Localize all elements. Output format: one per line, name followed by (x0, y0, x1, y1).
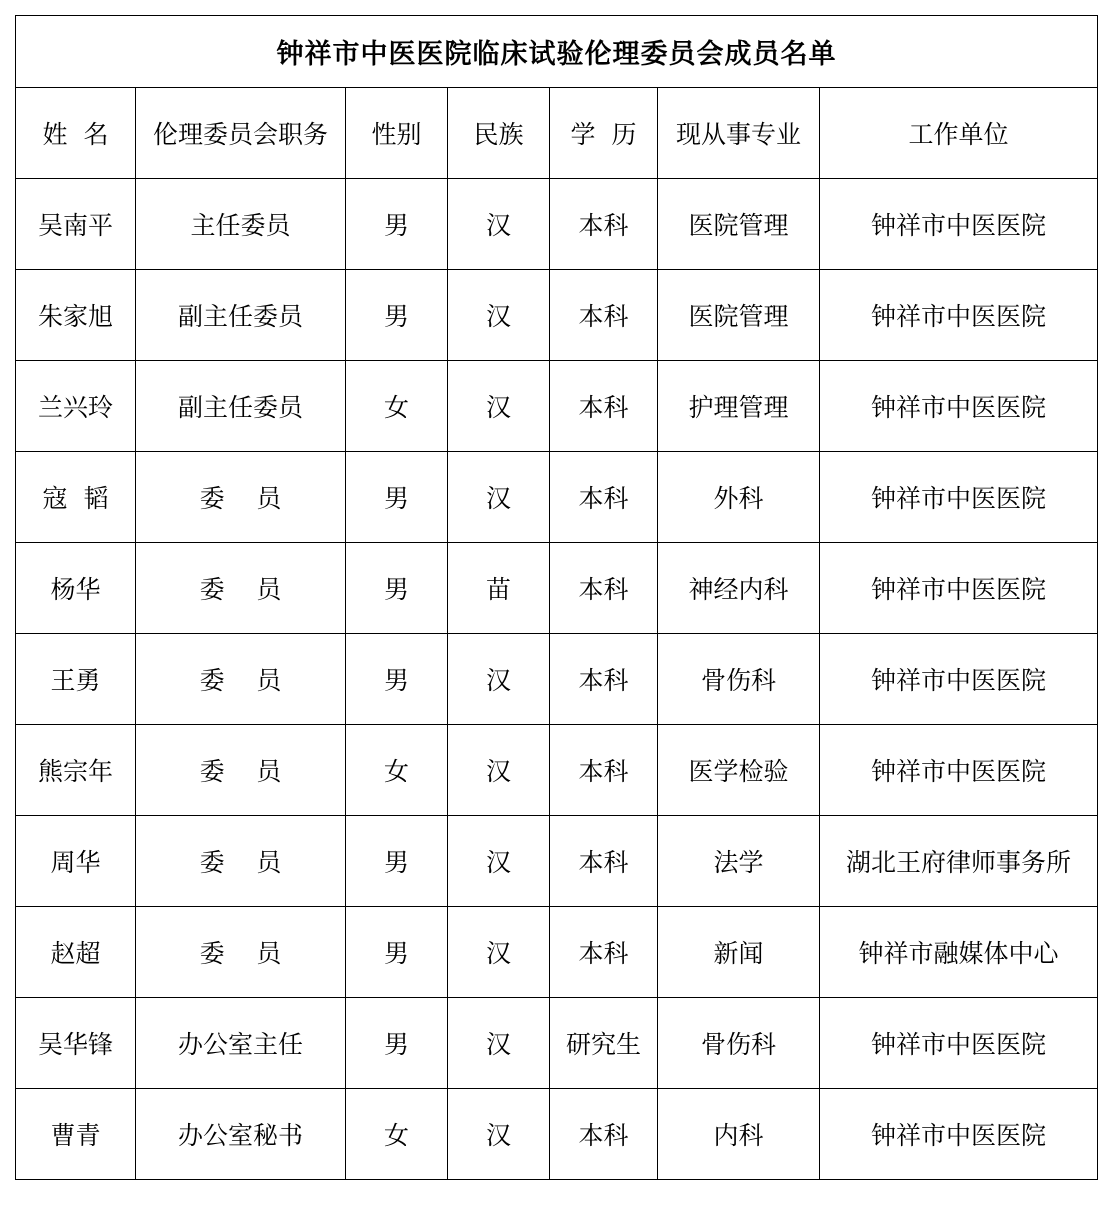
specialty-cell: 医院管理 (658, 179, 820, 270)
education-cell: 本科 (550, 543, 658, 634)
specialty-cell: 法学 (658, 816, 820, 907)
workplace-cell: 钟祥市中医医院 (820, 725, 1098, 816)
specialty-cell: 护理管理 (658, 361, 820, 452)
workplace-cell: 钟祥市中医医院 (820, 634, 1098, 725)
education-cell: 本科 (550, 816, 658, 907)
position-cell: 副主任委员 (136, 361, 346, 452)
position-cell: 委 员 (136, 816, 346, 907)
ethnicity-cell: 汉 (448, 998, 550, 1089)
ethnicity-cell: 汉 (448, 361, 550, 452)
education-cell: 本科 (550, 270, 658, 361)
column-header-name: 姓 名 (16, 88, 136, 179)
specialty-cell: 外科 (658, 452, 820, 543)
gender-cell: 男 (346, 452, 448, 543)
title-row (16, 16, 1098, 88)
ethnicity-cell: 汉 (448, 1089, 550, 1180)
table-row (16, 361, 1098, 452)
name-cell: 寇 韬 (16, 452, 136, 543)
name-cell: 吴南平 (16, 179, 136, 270)
ethnicity-cell: 汉 (448, 634, 550, 725)
ethnicity-cell: 汉 (448, 725, 550, 816)
gender-cell: 男 (346, 270, 448, 361)
education-cell: 本科 (550, 725, 658, 816)
name-cell: 曹青 (16, 1089, 136, 1180)
gender-cell: 男 (346, 816, 448, 907)
education-cell: 本科 (550, 361, 658, 452)
ethnicity-cell: 苗 (448, 543, 550, 634)
table-row (16, 1089, 1098, 1180)
specialty-cell: 医院管理 (658, 270, 820, 361)
gender-cell: 男 (346, 998, 448, 1089)
specialty-cell: 新闻 (658, 907, 820, 998)
workplace-cell: 钟祥市中医医院 (820, 452, 1098, 543)
table-row (16, 634, 1098, 725)
column-header-committee-position: 伦理委员会职务 (136, 88, 346, 179)
position-cell: 办公室秘书 (136, 1089, 346, 1180)
member-roster-table (15, 15, 1098, 1180)
specialty-cell: 神经内科 (658, 543, 820, 634)
header-row (16, 88, 1098, 179)
column-header-gender: 性别 (346, 88, 448, 179)
workplace-cell: 钟祥市中医医院 (820, 543, 1098, 634)
specialty-cell: 骨伤科 (658, 998, 820, 1089)
column-header-ethnicity: 民族 (448, 88, 550, 179)
name-cell: 王勇 (16, 634, 136, 725)
position-cell: 主任委员 (136, 179, 346, 270)
position-cell: 委 员 (136, 634, 346, 725)
name-cell: 杨华 (16, 543, 136, 634)
table-row (16, 725, 1098, 816)
name-cell: 兰兴玲 (16, 361, 136, 452)
education-cell: 研究生 (550, 998, 658, 1089)
workplace-cell: 钟祥市中医医院 (820, 1089, 1098, 1180)
table-row (16, 452, 1098, 543)
table-row (16, 543, 1098, 634)
gender-cell: 女 (346, 725, 448, 816)
workplace-cell: 钟祥市中医医院 (820, 998, 1098, 1089)
position-cell: 委 员 (136, 452, 346, 543)
workplace-cell: 钟祥市融媒体中心 (820, 907, 1098, 998)
workplace-cell: 钟祥市中医医院 (820, 179, 1098, 270)
ethnicity-cell: 汉 (448, 907, 550, 998)
ethnicity-cell: 汉 (448, 179, 550, 270)
table-row (16, 998, 1098, 1089)
column-header-education: 学 历 (550, 88, 658, 179)
column-header-specialty: 现从事专业 (658, 88, 820, 179)
specialty-cell: 骨伤科 (658, 634, 820, 725)
gender-cell: 女 (346, 361, 448, 452)
gender-cell: 女 (346, 1089, 448, 1180)
ethnicity-cell: 汉 (448, 452, 550, 543)
education-cell: 本科 (550, 1089, 658, 1180)
table-row (16, 179, 1098, 270)
name-cell: 周华 (16, 816, 136, 907)
gender-cell: 男 (346, 907, 448, 998)
workplace-cell: 钟祥市中医医院 (820, 361, 1098, 452)
position-cell: 委 员 (136, 725, 346, 816)
name-cell: 熊宗年 (16, 725, 136, 816)
name-cell: 赵超 (16, 907, 136, 998)
workplace-cell: 钟祥市中医医院 (820, 270, 1098, 361)
specialty-cell: 内科 (658, 1089, 820, 1180)
ethnicity-cell: 汉 (448, 816, 550, 907)
roster-body (16, 179, 1098, 1180)
education-cell: 本科 (550, 634, 658, 725)
table-row (16, 907, 1098, 998)
position-cell: 副主任委员 (136, 270, 346, 361)
education-cell: 本科 (550, 179, 658, 270)
table-row (16, 816, 1098, 907)
name-cell: 朱家旭 (16, 270, 136, 361)
education-cell: 本科 (550, 452, 658, 543)
column-header-workplace: 工作单位 (820, 88, 1098, 179)
gender-cell: 男 (346, 543, 448, 634)
gender-cell: 男 (346, 634, 448, 725)
workplace-cell: 湖北王府律师事务所 (820, 816, 1098, 907)
specialty-cell: 医学检验 (658, 725, 820, 816)
table-title: 钟祥市中医医院临床试验伦理委员会成员名单 (16, 16, 1098, 88)
position-cell: 委 员 (136, 543, 346, 634)
gender-cell: 男 (346, 179, 448, 270)
ethnicity-cell: 汉 (448, 270, 550, 361)
position-cell: 办公室主任 (136, 998, 346, 1089)
table-row (16, 270, 1098, 361)
name-cell: 吴华锋 (16, 998, 136, 1089)
education-cell: 本科 (550, 907, 658, 998)
position-cell: 委 员 (136, 907, 346, 998)
